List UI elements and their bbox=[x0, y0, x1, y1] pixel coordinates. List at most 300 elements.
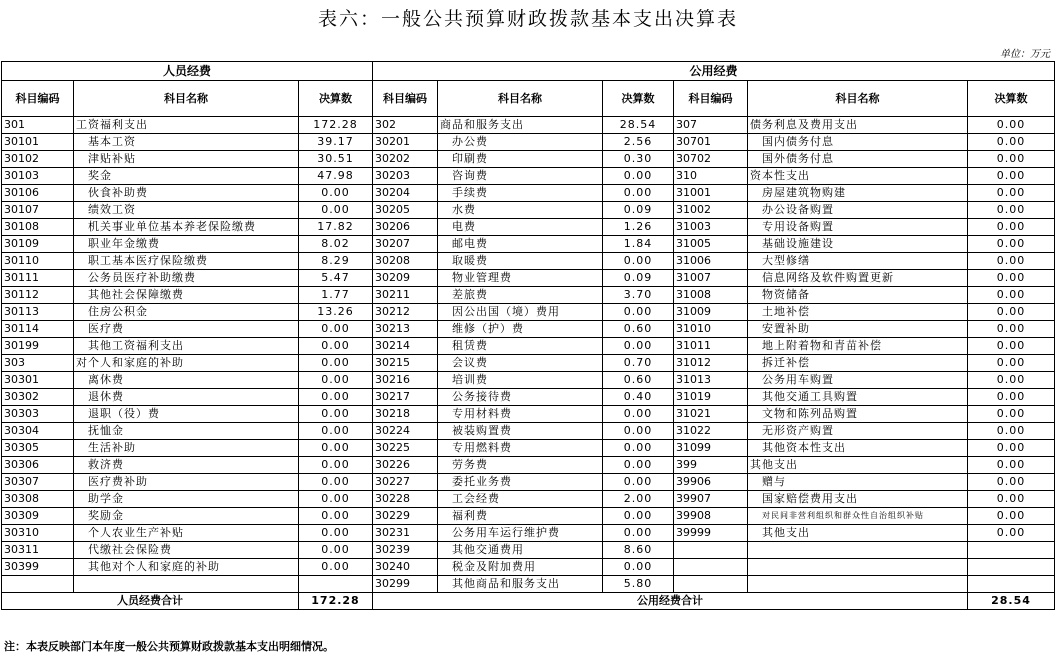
public_b-amount-cell: 0.00 bbox=[968, 525, 1055, 542]
personnel-code-cell: 30111 bbox=[2, 270, 74, 287]
public_b-code-cell: 399 bbox=[674, 457, 748, 474]
table-row bbox=[2, 321, 1055, 338]
table-row bbox=[2, 236, 1055, 253]
public_b-amount-cell: 0.00 bbox=[968, 474, 1055, 491]
public_b-code-cell: 30702 bbox=[674, 151, 748, 168]
public_a-code-cell: 30207 bbox=[373, 236, 438, 253]
public_a-code-cell: 30213 bbox=[373, 321, 438, 338]
personnel-code-cell: 30399 bbox=[2, 559, 74, 576]
group-header-row bbox=[2, 62, 1055, 81]
personnel-amount-cell: 0.00 bbox=[299, 321, 373, 338]
public_b-amount-cell: 0.00 bbox=[968, 134, 1055, 151]
personnel-code-cell: 30103 bbox=[2, 168, 74, 185]
public_b-amount-cell: 0.00 bbox=[968, 321, 1055, 338]
personnel-code-cell: 30311 bbox=[2, 542, 74, 559]
totals-row bbox=[2, 593, 1055, 610]
personnel-code-cell: 30301 bbox=[2, 372, 74, 389]
personnel-amount-cell: 0.00 bbox=[299, 202, 373, 219]
public_a-name-cell: 差旅费 bbox=[438, 287, 603, 304]
public_b-amount-cell: 0.00 bbox=[968, 202, 1055, 219]
col-header-name: 科目名称 bbox=[748, 81, 968, 117]
public_b-amount-cell: 0.00 bbox=[968, 508, 1055, 525]
public_a-name-cell: 印刷费 bbox=[438, 151, 603, 168]
personnel-name-cell: 退职（役）费 bbox=[74, 406, 299, 423]
personnel-code-cell: 30106 bbox=[2, 185, 74, 202]
table-row bbox=[2, 491, 1055, 508]
public_a-amount-cell: 0.00 bbox=[603, 508, 674, 525]
public_a-amount-cell: 1.84 bbox=[603, 236, 674, 253]
unit-label: 单位：万元 bbox=[1000, 49, 1050, 60]
public_a-code-cell: 30229 bbox=[373, 508, 438, 525]
personnel-name-cell: 奖励金 bbox=[74, 508, 299, 525]
public_b-amount-cell: 0.00 bbox=[968, 236, 1055, 253]
public_b-code-cell: 31006 bbox=[674, 253, 748, 270]
personnel-code-cell: 30102 bbox=[2, 151, 74, 168]
public_b-name-cell: 拆迁补偿 bbox=[748, 355, 968, 372]
public_a-code-cell: 30212 bbox=[373, 304, 438, 321]
personnel-name-cell: 其他工资福利支出 bbox=[74, 338, 299, 355]
public_b-amount-cell: 0.00 bbox=[968, 287, 1055, 304]
personnel-code-cell: 30101 bbox=[2, 134, 74, 151]
public_a-name-cell: 电费 bbox=[438, 219, 603, 236]
public_a-amount-cell: 0.00 bbox=[603, 185, 674, 202]
personnel-name-cell: 抚恤金 bbox=[74, 423, 299, 440]
public_b-code-cell: 31008 bbox=[674, 287, 748, 304]
personnel-amount-cell bbox=[299, 576, 373, 593]
public_b-amount-cell: 0.00 bbox=[968, 219, 1055, 236]
public_b-code-cell: 31010 bbox=[674, 321, 748, 338]
public_b-amount-cell bbox=[968, 542, 1055, 559]
public_a-name-cell: 取暖费 bbox=[438, 253, 603, 270]
public_a-code-cell: 30214 bbox=[373, 338, 438, 355]
personnel-amount-cell: 30.51 bbox=[299, 151, 373, 168]
public_a-amount-cell: 2.56 bbox=[603, 134, 674, 151]
public_a-code-cell: 30204 bbox=[373, 185, 438, 202]
personnel-amount-cell: 0.00 bbox=[299, 491, 373, 508]
table-row bbox=[2, 576, 1055, 593]
public_b-amount-cell: 0.00 bbox=[968, 117, 1055, 134]
personnel-code-cell: 30110 bbox=[2, 253, 74, 270]
public_a-amount-cell: 0.00 bbox=[603, 423, 674, 440]
public_b-name-cell: 其他支出 bbox=[748, 525, 968, 542]
personnel-amount-cell: 0.00 bbox=[299, 406, 373, 423]
public_b-code-cell: 39906 bbox=[674, 474, 748, 491]
public_a-name-cell: 维修（护）费 bbox=[438, 321, 603, 338]
personnel-amount-cell: 5.47 bbox=[299, 270, 373, 287]
public_a-amount-cell: 0.09 bbox=[603, 270, 674, 287]
public_b-amount-cell: 0.00 bbox=[968, 355, 1055, 372]
public_b-code-cell: 39907 bbox=[674, 491, 748, 508]
personnel-code-cell: 30303 bbox=[2, 406, 74, 423]
table-row bbox=[2, 559, 1055, 576]
public_a-amount-cell: 0.60 bbox=[603, 372, 674, 389]
personnel-code-cell: 30112 bbox=[2, 287, 74, 304]
public_b-amount-cell: 0.00 bbox=[968, 372, 1055, 389]
footnote: 注：本表反映部门本年度一般公共预算财政拨款基本支出明细情况。 bbox=[4, 640, 334, 653]
public_b-code-cell: 30701 bbox=[674, 134, 748, 151]
table-row bbox=[2, 440, 1055, 457]
col-header-code: 科目编码 bbox=[2, 81, 74, 117]
group-personnel-header: 人员经费 bbox=[2, 62, 373, 81]
public_b-code-cell: 31002 bbox=[674, 202, 748, 219]
personnel-name-cell: 奖金 bbox=[74, 168, 299, 185]
public_a-amount-cell: 0.00 bbox=[603, 304, 674, 321]
public_a-code-cell: 30239 bbox=[373, 542, 438, 559]
public_a-code-cell: 30224 bbox=[373, 423, 438, 440]
public_b-name-cell: 信息网络及软件购置更新 bbox=[748, 270, 968, 287]
public_b-code-cell: 307 bbox=[674, 117, 748, 134]
public_b-code-cell: 31003 bbox=[674, 219, 748, 236]
personnel-amount-cell: 0.00 bbox=[299, 559, 373, 576]
public_a-amount-cell: 8.60 bbox=[603, 542, 674, 559]
public_b-code-cell bbox=[674, 542, 748, 559]
public_b-name-cell: 国家赔偿费用支出 bbox=[748, 491, 968, 508]
public_a-code-cell: 30216 bbox=[373, 372, 438, 389]
page-title: 表六：一般公共预算财政拨款基本支出决算表 bbox=[317, 8, 738, 30]
public_a-code-cell: 30215 bbox=[373, 355, 438, 372]
table-row bbox=[2, 457, 1055, 474]
public_b-amount-cell: 0.00 bbox=[968, 168, 1055, 185]
personnel-amount-cell: 0.00 bbox=[299, 440, 373, 457]
public_a-name-cell: 水费 bbox=[438, 202, 603, 219]
table-row bbox=[2, 338, 1055, 355]
public_a-code-cell: 30211 bbox=[373, 287, 438, 304]
table-row bbox=[2, 253, 1055, 270]
table-row bbox=[2, 355, 1055, 372]
public_b-amount-cell: 0.00 bbox=[968, 406, 1055, 423]
public-total-label: 公用经费合计 bbox=[373, 593, 968, 610]
col-header-name: 科目名称 bbox=[438, 81, 603, 117]
public_b-amount-cell: 0.00 bbox=[968, 457, 1055, 474]
public_b-code-cell: 31007 bbox=[674, 270, 748, 287]
public-total-amount: 28.54 bbox=[968, 593, 1055, 610]
public_b-amount-cell: 0.00 bbox=[968, 338, 1055, 355]
personnel-amount-cell: 0.00 bbox=[299, 474, 373, 491]
public_b-code-cell: 31009 bbox=[674, 304, 748, 321]
public_b-code-cell: 31019 bbox=[674, 389, 748, 406]
public_a-name-cell: 办公费 bbox=[438, 134, 603, 151]
col-header-name: 科目名称 bbox=[74, 81, 299, 117]
public_b-name-cell: 办公设备购置 bbox=[748, 202, 968, 219]
personnel-code-cell: 30302 bbox=[2, 389, 74, 406]
personnel-code-cell: 30109 bbox=[2, 236, 74, 253]
col-header-code: 科目编码 bbox=[674, 81, 748, 117]
personnel-name-cell bbox=[74, 576, 299, 593]
personnel-name-cell: 对个人和家庭的补助 bbox=[74, 355, 299, 372]
public_b-amount-cell bbox=[968, 559, 1055, 576]
column-header-row bbox=[2, 81, 1055, 117]
personnel-code-cell: 30113 bbox=[2, 304, 74, 321]
personnel-amount-cell: 17.82 bbox=[299, 219, 373, 236]
public_a-amount-cell: 1.26 bbox=[603, 219, 674, 236]
personnel-code-cell: 30108 bbox=[2, 219, 74, 236]
personnel-amount-cell: 13.26 bbox=[299, 304, 373, 321]
public_b-code-cell bbox=[674, 559, 748, 576]
public_a-name-cell: 被装购置费 bbox=[438, 423, 603, 440]
public_b-name-cell bbox=[748, 559, 968, 576]
public_b-name-cell: 对民间非营利组织和群众性自治组织补贴 bbox=[748, 508, 968, 525]
personnel-name-cell: 津贴补贴 bbox=[74, 151, 299, 168]
public_a-amount-cell: 0.00 bbox=[603, 406, 674, 423]
public_b-name-cell: 土地补偿 bbox=[748, 304, 968, 321]
public_a-code-cell: 30205 bbox=[373, 202, 438, 219]
public_a-amount-cell: 0.00 bbox=[603, 440, 674, 457]
personnel-amount-cell: 0.00 bbox=[299, 508, 373, 525]
public_b-code-cell: 31013 bbox=[674, 372, 748, 389]
public_b-amount-cell: 0.00 bbox=[968, 253, 1055, 270]
personnel-name-cell: 医疗费 bbox=[74, 321, 299, 338]
personnel-code-cell: 30310 bbox=[2, 525, 74, 542]
public_a-amount-cell: 2.00 bbox=[603, 491, 674, 508]
public_b-code-cell: 31011 bbox=[674, 338, 748, 355]
public_a-name-cell: 工会经费 bbox=[438, 491, 603, 508]
public_b-name-cell: 其他支出 bbox=[748, 457, 968, 474]
personnel-name-cell: 职工基本医疗保险缴费 bbox=[74, 253, 299, 270]
personnel-amount-cell: 0.00 bbox=[299, 457, 373, 474]
public_a-name-cell: 因公出国（境）费用 bbox=[438, 304, 603, 321]
public_a-name-cell: 劳务费 bbox=[438, 457, 603, 474]
personnel-amount-cell: 8.29 bbox=[299, 253, 373, 270]
personnel-code-cell: 30307 bbox=[2, 474, 74, 491]
public_b-name-cell: 其他资本性支出 bbox=[748, 440, 968, 457]
col-header-code: 科目编码 bbox=[373, 81, 438, 117]
personnel-name-cell: 离休费 bbox=[74, 372, 299, 389]
personnel-amount-cell: 0.00 bbox=[299, 338, 373, 355]
public_b-amount-cell: 0.00 bbox=[968, 185, 1055, 202]
table-row bbox=[2, 406, 1055, 423]
public_b-code-cell: 31005 bbox=[674, 236, 748, 253]
public_b-name-cell: 专用设备购置 bbox=[748, 219, 968, 236]
table-row bbox=[2, 372, 1055, 389]
table-row bbox=[2, 219, 1055, 236]
personnel-amount-cell: 0.00 bbox=[299, 525, 373, 542]
personnel-code-cell: 303 bbox=[2, 355, 74, 372]
public_a-code-cell: 30203 bbox=[373, 168, 438, 185]
public_a-amount-cell: 0.00 bbox=[603, 525, 674, 542]
personnel-amount-cell: 0.00 bbox=[299, 355, 373, 372]
public_b-amount-cell: 0.00 bbox=[968, 304, 1055, 321]
expenditure-table bbox=[1, 61, 1055, 610]
public_a-amount-cell: 0.40 bbox=[603, 389, 674, 406]
personnel-code-cell: 30107 bbox=[2, 202, 74, 219]
public_a-code-cell: 30201 bbox=[373, 134, 438, 151]
col-header-amount: 决算数 bbox=[299, 81, 373, 117]
personnel-amount-cell: 39.17 bbox=[299, 134, 373, 151]
public_a-code-cell: 30206 bbox=[373, 219, 438, 236]
public_a-name-cell: 培训费 bbox=[438, 372, 603, 389]
public_a-code-cell: 30227 bbox=[373, 474, 438, 491]
public_a-code-cell: 30231 bbox=[373, 525, 438, 542]
personnel-amount-cell: 0.00 bbox=[299, 542, 373, 559]
public_b-name-cell: 房屋建筑物购建 bbox=[748, 185, 968, 202]
personnel-name-cell: 公务员医疗补助缴费 bbox=[74, 270, 299, 287]
public_b-code-cell: 31021 bbox=[674, 406, 748, 423]
personnel-code-cell: 30306 bbox=[2, 457, 74, 474]
public_a-code-cell: 30218 bbox=[373, 406, 438, 423]
public_a-amount-cell: 3.70 bbox=[603, 287, 674, 304]
public_a-name-cell: 福利费 bbox=[438, 508, 603, 525]
public_a-name-cell: 公务用车运行维护费 bbox=[438, 525, 603, 542]
public_a-amount-cell: 0.60 bbox=[603, 321, 674, 338]
public_b-name-cell: 物资储备 bbox=[748, 287, 968, 304]
personnel-name-cell: 生活补助 bbox=[74, 440, 299, 457]
public_b-amount-cell: 0.00 bbox=[968, 151, 1055, 168]
public_b-amount-cell: 0.00 bbox=[968, 270, 1055, 287]
table-row bbox=[2, 474, 1055, 491]
public_b-name-cell: 国内债务付息 bbox=[748, 134, 968, 151]
public_a-code-cell: 30299 bbox=[373, 576, 438, 593]
public_a-amount-cell: 0.70 bbox=[603, 355, 674, 372]
personnel-amount-cell: 8.02 bbox=[299, 236, 373, 253]
public_a-code-cell: 30217 bbox=[373, 389, 438, 406]
public_b-name-cell: 资本性支出 bbox=[748, 168, 968, 185]
public_a-name-cell: 专用燃料费 bbox=[438, 440, 603, 457]
public_a-code-cell: 30202 bbox=[373, 151, 438, 168]
personnel-amount-cell: 0.00 bbox=[299, 372, 373, 389]
col-header-amount: 决算数 bbox=[603, 81, 674, 117]
public_a-name-cell: 租赁费 bbox=[438, 338, 603, 355]
public_a-code-cell: 30225 bbox=[373, 440, 438, 457]
public_a-code-cell: 30228 bbox=[373, 491, 438, 508]
personnel-code-cell: 30114 bbox=[2, 321, 74, 338]
col-header-amount: 决算数 bbox=[968, 81, 1055, 117]
personnel-code-cell: 30308 bbox=[2, 491, 74, 508]
public_a-amount-cell: 0.00 bbox=[603, 559, 674, 576]
public_a-code-cell: 302 bbox=[373, 117, 438, 134]
personnel-name-cell: 其他对个人和家庭的补助 bbox=[74, 559, 299, 576]
public_b-amount-cell bbox=[968, 576, 1055, 593]
table-row bbox=[2, 508, 1055, 525]
public_a-code-cell: 30209 bbox=[373, 270, 438, 287]
public_b-name-cell bbox=[748, 576, 968, 593]
personnel-amount-cell: 47.98 bbox=[299, 168, 373, 185]
personnel-name-cell: 医疗费补助 bbox=[74, 474, 299, 491]
personnel-name-cell: 救济费 bbox=[74, 457, 299, 474]
public_a-name-cell: 手续费 bbox=[438, 185, 603, 202]
public_b-name-cell: 基础设施建设 bbox=[748, 236, 968, 253]
personnel-name-cell: 基本工资 bbox=[74, 134, 299, 151]
table-row bbox=[2, 134, 1055, 151]
public_a-amount-cell: 0.00 bbox=[603, 168, 674, 185]
public_b-code-cell: 31099 bbox=[674, 440, 748, 457]
public_a-amount-cell: 28.54 bbox=[603, 117, 674, 134]
personnel-code-cell: 30199 bbox=[2, 338, 74, 355]
public_b-name-cell: 公务用车购置 bbox=[748, 372, 968, 389]
table-row bbox=[2, 270, 1055, 287]
personnel-name-cell: 住房公积金 bbox=[74, 304, 299, 321]
personnel-amount-cell: 0.00 bbox=[299, 185, 373, 202]
public_a-amount-cell: 0.00 bbox=[603, 457, 674, 474]
public_a-name-cell: 委托业务费 bbox=[438, 474, 603, 491]
personnel-name-cell: 绩效工资 bbox=[74, 202, 299, 219]
personnel-code-cell bbox=[2, 576, 74, 593]
public_a-name-cell: 其他交通费用 bbox=[438, 542, 603, 559]
public_b-name-cell: 其他交通工具购置 bbox=[748, 389, 968, 406]
table-row bbox=[2, 423, 1055, 440]
public_b-name-cell: 无形资产购置 bbox=[748, 423, 968, 440]
public_a-amount-cell: 0.09 bbox=[603, 202, 674, 219]
public_a-name-cell: 专用材料费 bbox=[438, 406, 603, 423]
personnel-code-cell: 30305 bbox=[2, 440, 74, 457]
public_b-name-cell: 债务利息及费用支出 bbox=[748, 117, 968, 134]
public_a-code-cell: 30226 bbox=[373, 457, 438, 474]
table-row bbox=[2, 525, 1055, 542]
public_b-name-cell: 国外债务付息 bbox=[748, 151, 968, 168]
personnel-name-cell: 伙食补助费 bbox=[74, 185, 299, 202]
public_a-code-cell: 30240 bbox=[373, 559, 438, 576]
public_b-amount-cell: 0.00 bbox=[968, 389, 1055, 406]
public_a-amount-cell: 0.30 bbox=[603, 151, 674, 168]
personnel-name-cell: 工资福利支出 bbox=[74, 117, 299, 134]
public_b-code-cell: 31012 bbox=[674, 355, 748, 372]
personnel-name-cell: 助学金 bbox=[74, 491, 299, 508]
public_b-code-cell: 39999 bbox=[674, 525, 748, 542]
personnel-code-cell: 301 bbox=[2, 117, 74, 134]
personnel-name-cell: 代缴社会保险费 bbox=[74, 542, 299, 559]
public_a-name-cell: 咨询费 bbox=[438, 168, 603, 185]
public_a-name-cell: 税金及附加费用 bbox=[438, 559, 603, 576]
table-row bbox=[2, 287, 1055, 304]
table-row bbox=[2, 389, 1055, 406]
public_a-name-cell: 邮电费 bbox=[438, 236, 603, 253]
public_b-amount-cell: 0.00 bbox=[968, 440, 1055, 457]
public_a-code-cell: 30208 bbox=[373, 253, 438, 270]
table-row bbox=[2, 117, 1055, 134]
public_a-amount-cell: 5.80 bbox=[603, 576, 674, 593]
public_a-name-cell: 商品和服务支出 bbox=[438, 117, 603, 134]
public_b-name-cell: 文物和陈列品购置 bbox=[748, 406, 968, 423]
public_b-code-cell bbox=[674, 576, 748, 593]
personnel-total-label: 人员经费合计 bbox=[2, 593, 299, 610]
public_a-name-cell: 会议费 bbox=[438, 355, 603, 372]
public_b-name-cell: 安置补助 bbox=[748, 321, 968, 338]
personnel-code-cell: 30304 bbox=[2, 423, 74, 440]
public_b-code-cell: 31001 bbox=[674, 185, 748, 202]
personnel-name-cell: 退休费 bbox=[74, 389, 299, 406]
public_a-name-cell: 物业管理费 bbox=[438, 270, 603, 287]
public_b-name-cell: 赠与 bbox=[748, 474, 968, 491]
personnel-name-cell: 个人农业生产补贴 bbox=[74, 525, 299, 542]
public_a-name-cell: 公务接待费 bbox=[438, 389, 603, 406]
personnel-total-amount: 172.28 bbox=[299, 593, 373, 610]
personnel-code-cell: 30309 bbox=[2, 508, 74, 525]
table-row bbox=[2, 151, 1055, 168]
public_b-amount-cell: 0.00 bbox=[968, 491, 1055, 508]
public_a-name-cell: 其他商品和服务支出 bbox=[438, 576, 603, 593]
public_b-name-cell: 大型修缮 bbox=[748, 253, 968, 270]
table-row bbox=[2, 168, 1055, 185]
table-row bbox=[2, 202, 1055, 219]
public_a-amount-cell: 0.00 bbox=[603, 253, 674, 270]
public_a-amount-cell: 0.00 bbox=[603, 338, 674, 355]
table-row bbox=[2, 185, 1055, 202]
group-public-header: 公用经费 bbox=[373, 62, 1055, 81]
public_b-code-cell: 310 bbox=[674, 168, 748, 185]
public_b-amount-cell: 0.00 bbox=[968, 423, 1055, 440]
public_b-code-cell: 39908 bbox=[674, 508, 748, 525]
personnel-name-cell: 机关事业单位基本养老保险缴费 bbox=[74, 219, 299, 236]
personnel-amount-cell: 172.28 bbox=[299, 117, 373, 134]
public_a-amount-cell: 0.00 bbox=[603, 474, 674, 491]
public_b-name-cell bbox=[748, 542, 968, 559]
public_b-code-cell: 31022 bbox=[674, 423, 748, 440]
personnel-name-cell: 职业年金缴费 bbox=[74, 236, 299, 253]
personnel-amount-cell: 1.77 bbox=[299, 287, 373, 304]
personnel-name-cell: 其他社会保障缴费 bbox=[74, 287, 299, 304]
table-row bbox=[2, 542, 1055, 559]
public_b-name-cell: 地上附着物和青苗补偿 bbox=[748, 338, 968, 355]
table-row bbox=[2, 304, 1055, 321]
